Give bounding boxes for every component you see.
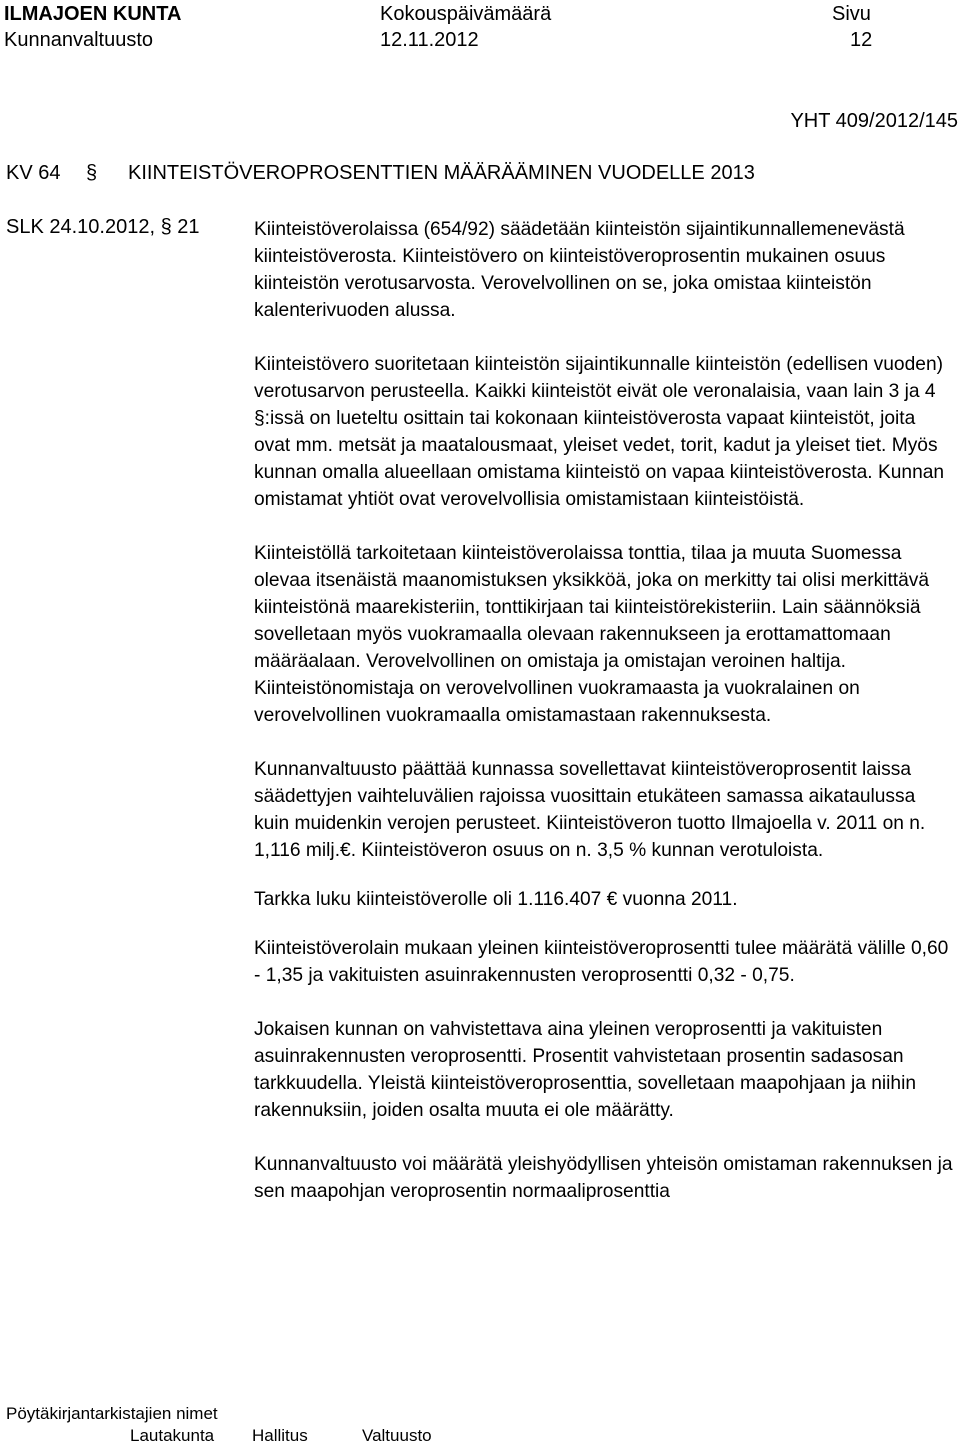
page-number: 12	[850, 29, 873, 51]
date-label: Kokouspäivämäärä	[380, 3, 552, 25]
org-name: ILMAJOEN KUNTA	[4, 3, 182, 25]
item-title: KIINTEISTÖVEROPROSENTTIEN MÄÄRÄÄMINEN VUODELLE 2013	[128, 162, 755, 184]
paragraph: Jokaisen kunnan on vahvistettava aina yleinen veroprosentti ja vakituisten asuinrakennusten veroprosentti. Prosentit vahvistetaan prosentin sadasosan tarkkuudella. Yleistä kiinteistöveroprosenttia, sovelletaan maapohjaan ja niihin rakennuksiin, joiden osalta muuta ei ole määrätty.	[254, 1019, 917, 1121]
paragraph: Kiinteistöverolaissa (654/92) säädetään kiinteistön sijaintikunnallemenevästä kiinteistöverosta. Kiinteistövero on kiinteistöveroprosentin mukainen osuus kiinteistön verotusarvosta. Verovelvollinen on se, joka omistaa kiinteistön kalenterivuoden alussa.	[254, 219, 905, 321]
paragraph: Kiinteistöllä tarkoitetaan kiinteistöverolaissa tonttia, tilaa ja muuta Suomessa olevaa itsenäistä maanomistuksen yksikköä, joka on merkitty tai olisi merkittävä kiinteistönä maarekisteriin, tonttikirjaan tai kiinteistörekisteriin. Lain säännöksiä sovelletaan myös vuokramaalla olevaan rakennukseen ja erottamattomaan määräalaan. Verovelvollinen on omistaja ja omistajan veroinen haltija. Kiinteistönomistaja on verovelvollinen vuokramaasta ja vuokralainen on verovelvollinen vuokramaalla omistamastaan rakennuksesta.	[254, 543, 930, 726]
footer-col-valtuusto: Valtuusto	[362, 1426, 432, 1445]
paragraph: Kiinteistöverolain mukaan yleinen kiinteistöveroprosentti tulee määrätä välille 0,60 - 1,35 ja vakituisten asuinrakennusten veroprosentti 0,32 - 0,75.	[254, 938, 949, 986]
paragraph: Kunnanvaltuusto päättää kunnassa sovellettavat kiinteistöveroprosentit laissa säädettyjen vaihteluvälien rajoissa vuosittain etukäteen samassa aikataulussa kuin muidenkin verojen perusteet. Kiinteistöveron tuotto Ilmajoella v. 2011 on n. 1,116 milj.€. Kiinteistöveron osuus on n. 3,5 % kunnan verotuloista.	[254, 759, 926, 861]
document-body	[254, 216, 954, 1232]
page-label: Sivu	[832, 3, 871, 25]
footer-label: Pöytäkirjantarkistajien nimet	[6, 1404, 218, 1423]
prior-reference: SLK 24.10.2012, § 21	[6, 216, 200, 238]
section-symbol: §	[86, 162, 98, 184]
item-number: KV 64	[6, 162, 61, 184]
body-name: Kunnanvaltuusto	[4, 29, 154, 51]
footer-col-hallitus: Hallitus	[252, 1426, 308, 1445]
paragraph: Tarkka luku kiinteistöverolle oli 1.116.407 € vuonna 2011.	[254, 889, 738, 910]
paragraph: Kunnanvaltuusto voi määrätä yleishyödyllisen yhteisön omistaman rakennuksen ja sen maapohjan veroprosentin normaaliprosenttia	[254, 1154, 953, 1202]
meeting-date: 12.11.2012	[380, 29, 479, 51]
paragraph: Kiinteistövero suoritetaan kiinteistön sijaintikunnalle kiinteistön (edellisen vuoden) verotusarvon perusteella. Kaikki kiinteistöt eivät ole veronalaisia, vaan lain 3 ja 4 §:issä on lueteltu osittain tai kokonaan kiinteistöverosta vapaat kiinteistöt, joita ovat mm. metsät ja maatalousmaat, yleiset vedet, torit, kadut ja yleiset tiet. Myös kunnan omalla alueellaan omistama kiinteistö on vapaa kiinteistöverosta. Kunnan omistamat yhtiöt ovat verovelvollisia omistamistaan kiinteistöistä.	[254, 354, 945, 510]
footer-col-lautakunta: Lautakunta	[130, 1426, 215, 1445]
reference-number: YHT 409/2012/145	[790, 110, 958, 132]
